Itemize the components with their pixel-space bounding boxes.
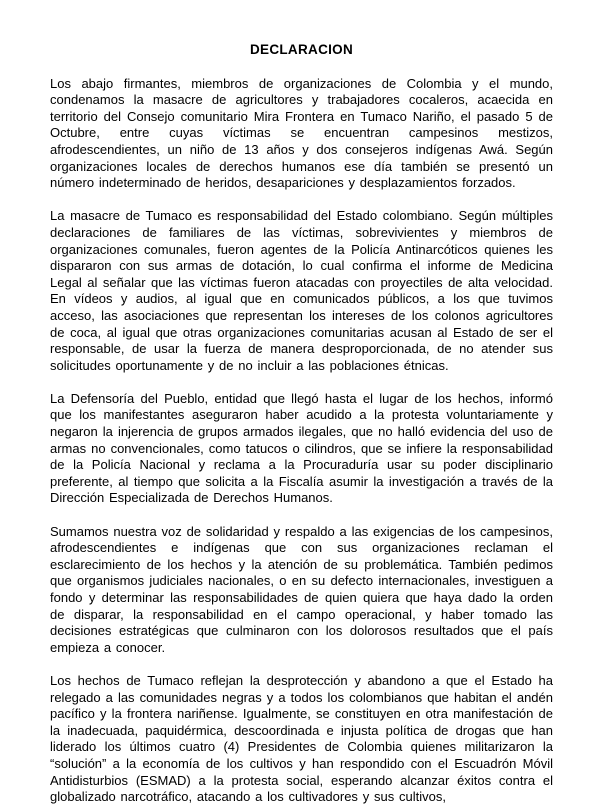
paragraph-4: Sumamos nuestra voz de solidaridad y respaldo a las exigencias de los campesinos, afrodescendientes e indígenas que con sus organizaciones reclaman el esclarecimiento de los hechos y la atención de su problemática. También pedimos que organismos judiciales nacionales, o en su defecto internacionales, investiguen a fondo y determinar las responsabilidades de quien quiera que haya dado la orden de disparar, la responsabilidad en el campo operacional, y haber tomado las decisiones estratégicas que culminaron con los dolorosos resultados que el país empieza a conocer.	[50, 523, 553, 655]
document-title: DECLARACION	[249, 42, 354, 57]
paragraph-1: Los abajo firmantes, miembros de organizaciones de Colombia y el mundo, condenamos la masacre de agricultores y trabajadores cocaleros, acaecida en territorio del Consejo comunitario Mira Frontera en Tumaco Nariño, el pasado 5 de Octubre, entre cuyas víctimas se encuentran campesinos mestizos, afrodescendientes, un niño de 13 años y dos consejeros indígenas Awá. Según organizaciones locales de derechos humanos ese día también se presentó un número indeterminado de heridos, desapariciones y desplazamientos forzados.	[50, 75, 553, 191]
paragraph-3: La Defensoría del Pueblo, entidad que llegó hasta el lugar de los hechos, informó que los manifestantes aseguraron haber acudido a la protesta voluntariamente y negaron la injerencia de grupos armados ilegales, que no halló evidencia del uso de armas no convencionales, como tatucos o cilindros, que se infiere la responsabilidad de la Policía Nacional y reclama a la Procuraduría usar su poder disciplinario preferente, al tiempo que solicita a la Fiscalía asumir la investigación a través de la Dirección Especializada de Derechos Humanos.	[50, 390, 553, 506]
paragraph-5: Los hechos de Tumaco reflejan la desprotección y abandono a que el Estado ha relegado a las comunidades negras y a todos los colombianos que habitan el andén pacífico y la frontera nariñense. Igualmente, se constituyen en otra manifestación de la inadecuada, paquidérmica, descoordinada e injusta política de drogas que han liderado los últimos cuatro (4) Presidentes de Colombia quienes militarizaron la “solución” a la economía de los cultivos y han respondido con el Escuadrón Móvil Antidisturbios (ESMAD) a la protesta social, esperando alcanzar éxitos contra el globalizado narcotráfico, atacando a los cultivadores y sus cultivos,	[50, 672, 553, 805]
paragraph-2: La masacre de Tumaco es responsabilidad del Estado colombiano. Según múltiples declaraciones de familiares de las víctimas, sobrevivientes y miembros de organizaciones comunales, fueron agentes de la Policía Antinarcóticos quienes les dispararon con sus armas de dotación, lo cual confirma el informe de Medicina Legal al señalar que las víctimas fueron atacadas con proyectiles de alta velocidad. En vídeos y audios, al igual que en comunicados públicos, a los que tuvimos acceso, las asociaciones que representan los intereses de los colonos agricultores de coca, al igual que otras organizaciones comunitarias acusan al Estado de ser el responsable, de usar la fuerza de manera desproporcionada, de no atender sus solicitudes oportunamente y de no incluir a las poblaciones étnicas.	[50, 208, 553, 373]
